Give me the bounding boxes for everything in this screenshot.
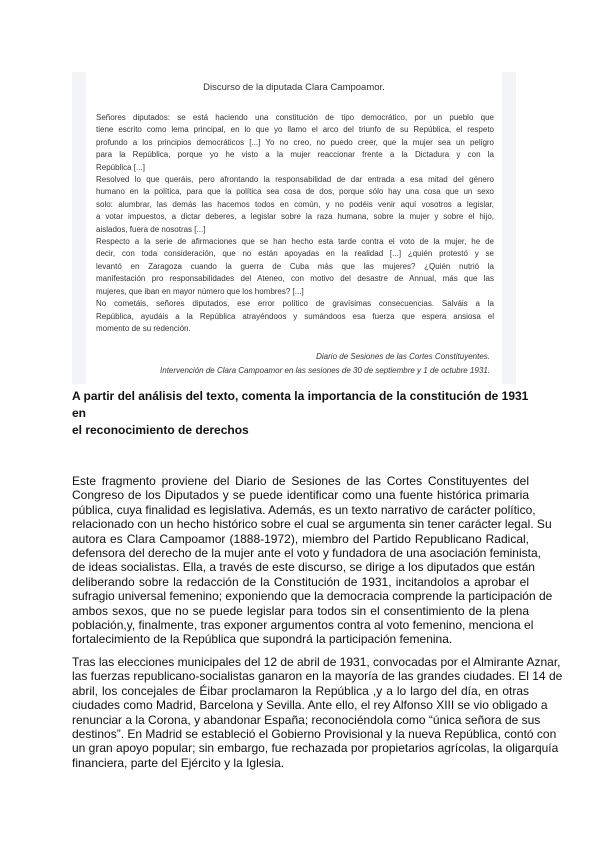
speech-excerpt-image [72,72,516,384]
excerpt-line: profundo a los principios democráticos [...] Yo no creo, no puedo creer, que la mujer sea un peligro [96,137,494,147]
excerpt-line: decir, con toda consideración, que no están apoyadas en la realidad [...] ¿quién protestó y se [96,249,494,259]
paragraph-line: financiera, parte del Ejército y la Iglesia. [72,755,285,770]
paragraph-line: las fuerzas republicano-socialistas ganaron en la mayoría de las grandes ciudades. El 14 de [72,669,563,684]
excerpt-title: Discurso de la diputada Clara Campoamor. [203,82,385,93]
excerpt-line: mujeres, que iban en mayor número que los hombres? [...] [96,286,304,296]
excerpt-line: momento de su redención. [96,323,191,333]
paragraph-line: defensora del derecho de la mujer ante el voto y fundadora de una asociación feminista, [72,546,541,561]
paragraph-line: ambos sexos, que no se puede legislar para todos sin el consentimiento de la plena [72,603,529,618]
paragraph-line: Este fragmento proviene del Diario de Sesiones de las Cortes Constituyentes del [72,474,529,488]
excerpt-line: levantó en Zaragoza cuando la guerra de Cuba más que las mujeres? ¿Quién nutrió la [96,261,494,271]
speech-excerpt-panel [86,72,502,384]
paragraph-line: pública, cuya finalidad es legislativa. Además, es un texto narrativo de carácter político, [72,502,536,517]
excerpt-line: a votar impuestos, a dictar deberes, a legislar sobre la raza humana, sobre la mujer y sobre el hijo, [96,212,494,222]
paragraph-line: población,y, finalmente, tras exponer argumentos contra al voto femenino, menciona el [72,618,534,633]
excerpt-line: solo: alumbrar, las demás las hacemos todos en común, y no podéis venir aquí vosotros a legislar, [96,199,494,209]
paragraph-line: ciudades como Madrid, Barcelona y Sevilla. Ante ello, el rey Alfonso XIII se vio obligado a [72,698,548,713]
excerpt-line: Resolved lo que queráis, pero afrontando la responsabilidad de dar entrada a esa mitad del género [96,175,494,185]
paragraph-line: fortalecimiento de la República que supondrá la participación femenina. [72,632,453,647]
paragraph-line: renunciar a la Corona, y abandonar España; reconociéndola como “única señora de sus [72,712,541,727]
paragraph-line: sufragio universal femenino; exponiendo que la democracia comprende la participación de [72,589,553,604]
excerpt-line: humano en la política, para que la política sea cosa de dos, porque sólo hay una cosa que un sexo [96,187,494,197]
excerpt-source-detail: Intervención de Clara Campoamor en las sesiones de 30 de septiembre y 1 de octubre 1931. [160,366,490,375]
paragraph-line: deliberando sobre la redacción de la Constitución de 1931, incitandolos a aprobar el [72,574,529,589]
excerpt-line: manifestación pro responsabilidades del Ateneo, con motivo del desastre de Annual, más que las [96,274,494,284]
paragraph-line: destinos”. En Madrid se estableció el Gobierno Provisional y la nueva República, contó con [72,727,557,742]
excerpt-line: Respecto a la serie de afirmaciones que se han hecho esta tarde contra el voto de la mujer, he de [96,237,494,247]
paragraph-line: un gran apoyo popular; sin embargo, fue rechazada por propietarios agrícolas, la oligarquía [72,741,559,756]
excerpt-line: tiene escrito como lema principal, en lo que yo llamo el arco del triunfo de su República, el respeto [96,125,494,135]
excerpt-line: No cometáis, señores diputados, ese error político de gravísimas consecuencias. Salváis a la [96,299,494,309]
excerpt-line: aislados, fuera de nosotras [...] [96,224,206,234]
paragraph-line: Congreso de los Diputados y se puede identificar como una fuente histórica primaria [72,488,529,503]
excerpt-body [96,112,494,335]
paragraph-line: de ideas socialistas. Ella, a través de este discurso, se dirige a los diputados que están [72,560,535,575]
paragraph-line: autora es Clara Campoamor (1888-1972), miembro del Partido Republicano Radical, [72,531,529,546]
paragraph-line: Tras las elecciones municipales del 12 de abril de 1931, convocadas por el Almirante Aznar, [72,655,561,669]
question-heading [72,388,532,439]
excerpt-line: para la República, porque yo he visto a la mujer reaccionar frente a la Dictadura y con la [96,150,494,160]
answer-paragraph-2 [72,655,563,770]
excerpt-source: Diario de Sesiones de las Cortes Constituyentes. [316,352,490,361]
excerpt-line: República, ayudáis a la República atrayéndoos y sumándoos esa fuerza que espera ansiosa el [96,311,494,321]
paragraph-line: abril, los concejales de Éibar proclamaron la República ,y a lo largo del día, en otras [72,683,529,698]
question-line: A partir del análisis del texto, comenta la importancia de la constitución de 1931 en [72,389,529,420]
excerpt-line: Señores diputados: se está haciendo una constitución de tipo democrático, por un pueblo que [96,113,494,122]
question-line: el reconocimiento de derechos [72,423,249,437]
excerpt-line: República [...] [96,162,145,172]
paragraph-line: relacionado con un hecho histórico sobre el cual se argumenta sin tener carácter legal. Su [72,517,552,532]
answer-paragraph-1 [72,474,553,647]
